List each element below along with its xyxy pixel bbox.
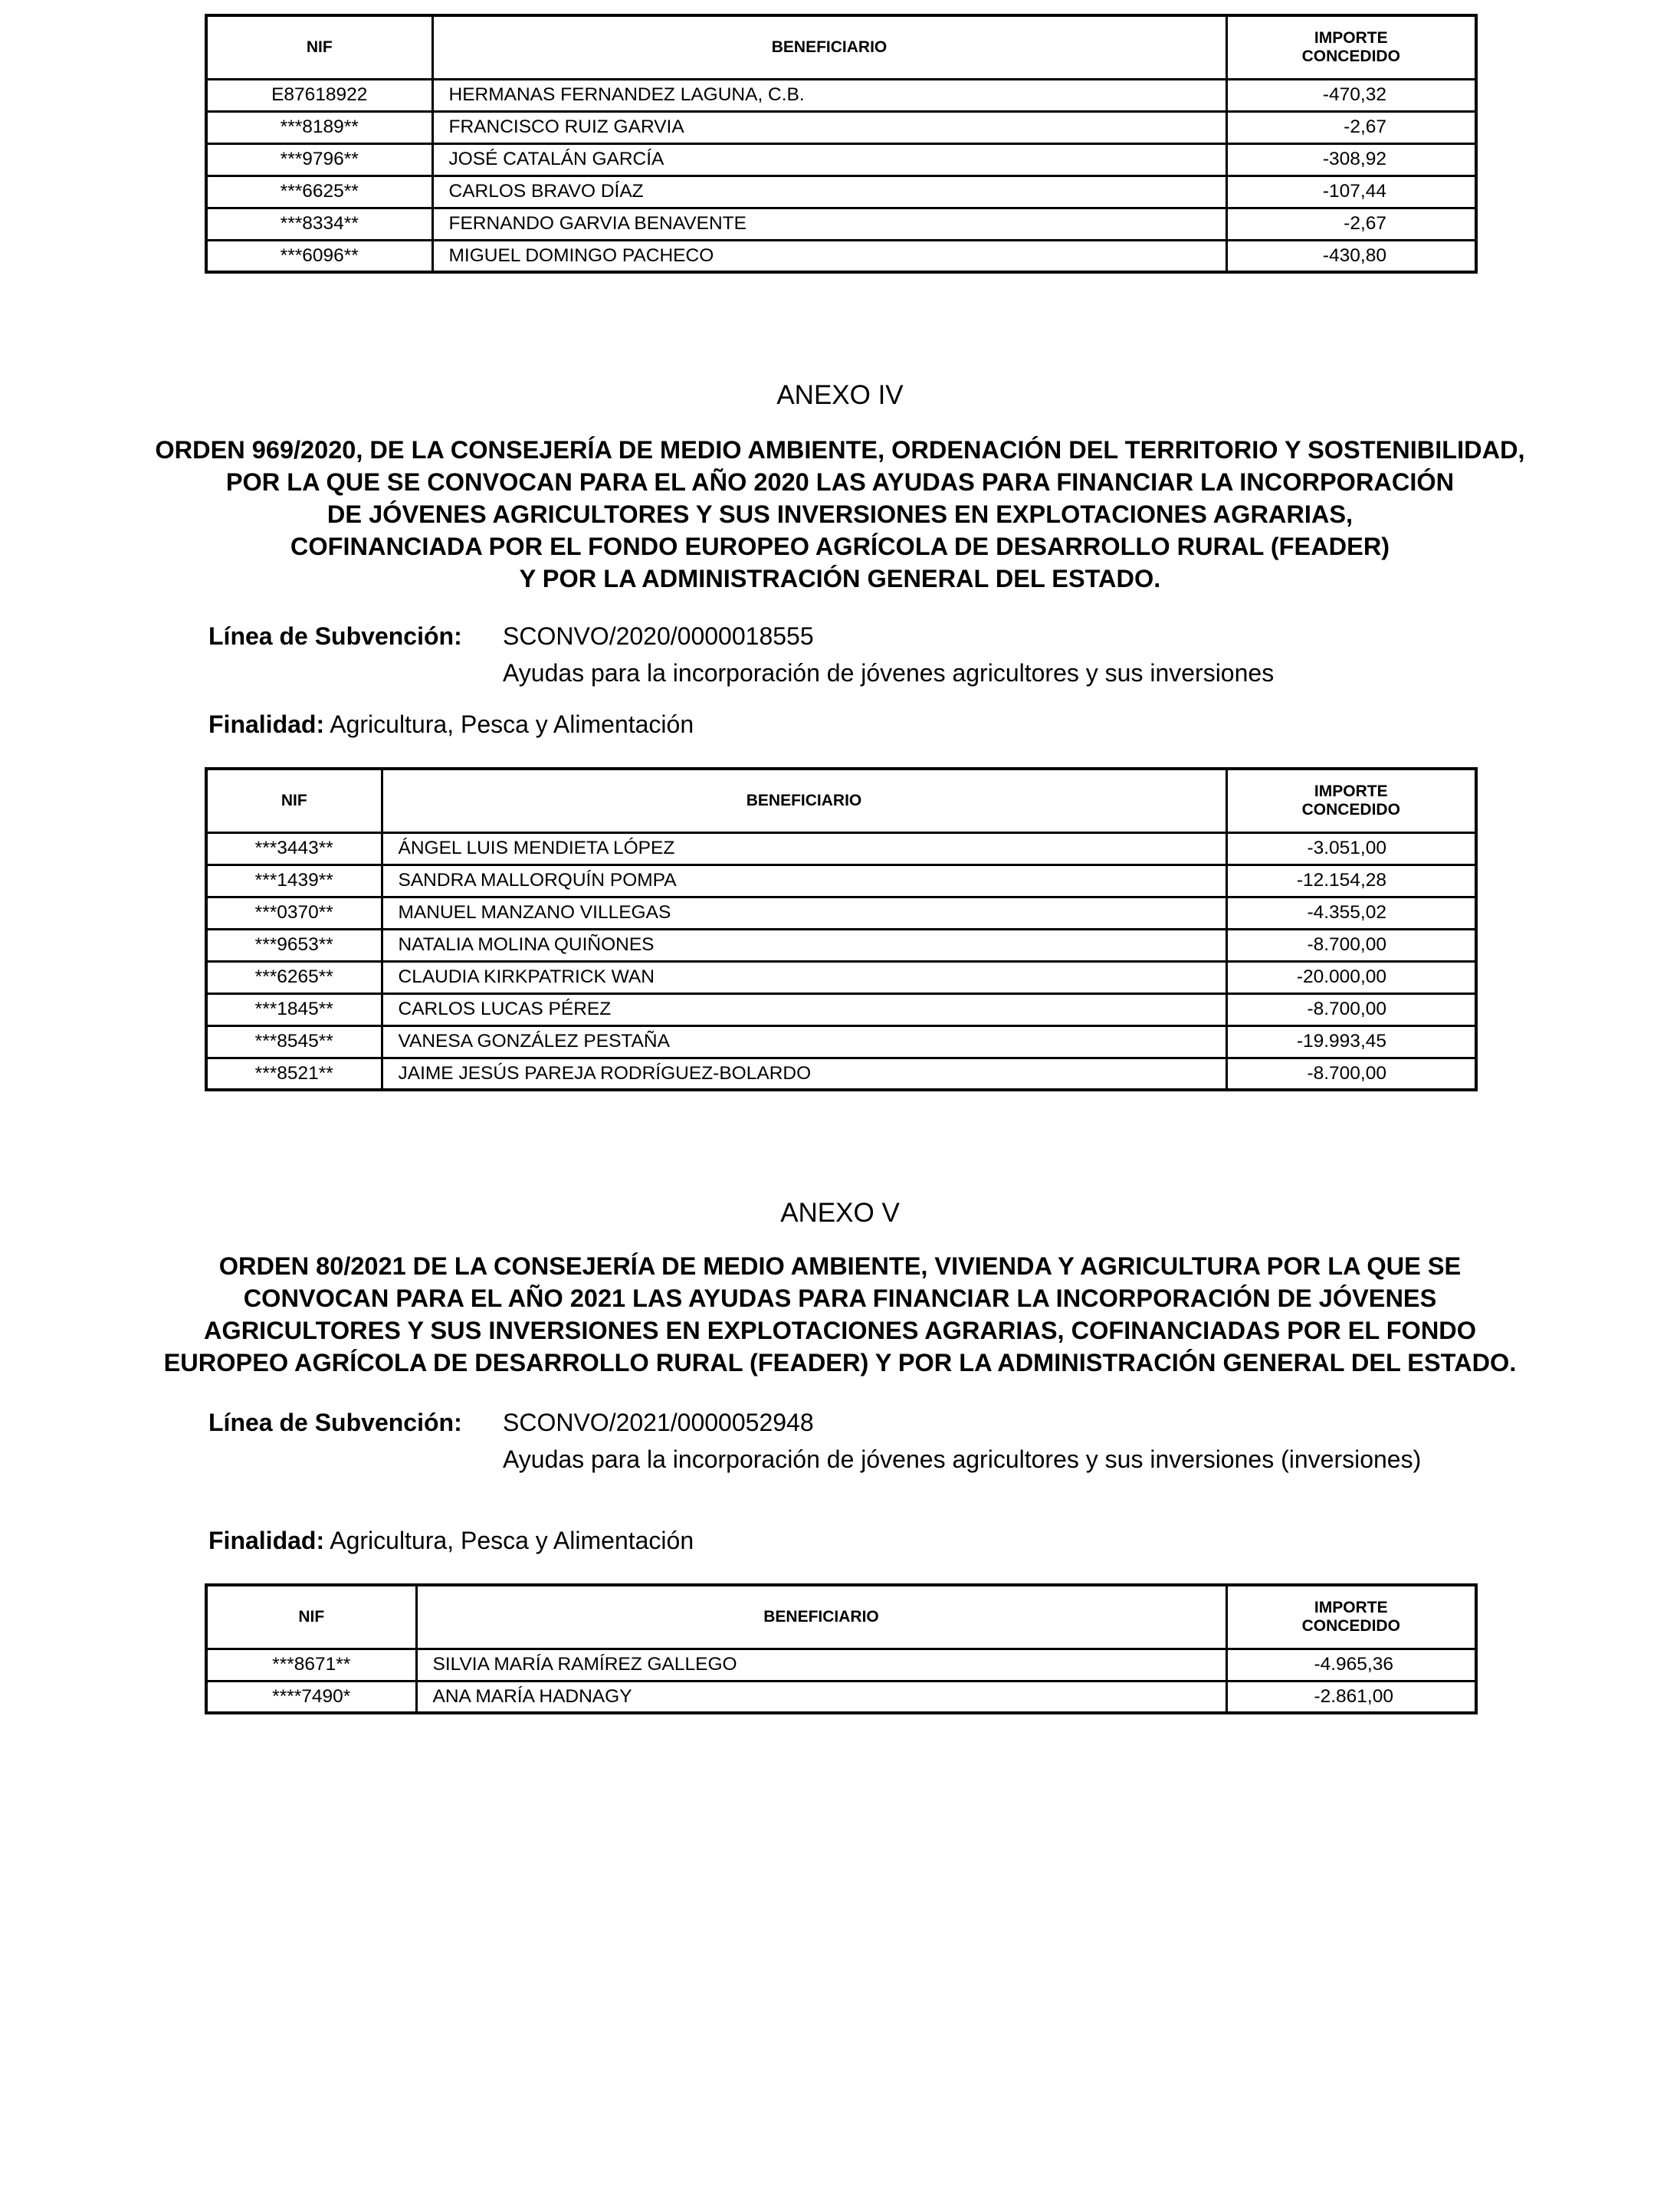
annex-iv-finalidad — [208, 709, 694, 740]
importe-cell: -8.700,00 — [1226, 993, 1476, 1025]
table-row — [206, 208, 1476, 240]
beneficiario-cell: FERNANDO GARVIA BENAVENTE — [432, 208, 1226, 240]
order-title-line: ORDEN 969/2020, DE LA CONSEJERÍA DE MEDIO AMBIENTE, ORDENACIÓN DEL TERRITORIO Y SOSTENIBILIDAD, — [155, 436, 1525, 464]
importe-header-line2: CONCEDIDO — [1301, 800, 1400, 819]
beneficiario-cell: ANA MARÍA HADNAGY — [416, 1681, 1226, 1713]
order-title-line: Y POR LA ADMINISTRACIÓN GENERAL DEL ESTADO. — [519, 565, 1161, 592]
annex-iv-heading: ANEXO IV — [776, 380, 904, 410]
column-header-importe — [1226, 769, 1476, 832]
importe-cell: -107,44 — [1226, 176, 1476, 208]
importe-cell: -20.000,00 — [1226, 961, 1476, 993]
column-header-importe — [1226, 1585, 1476, 1649]
table-header-row — [206, 15, 1476, 79]
table-row — [206, 1681, 1476, 1713]
importe-cell: -2.861,00 — [1226, 1681, 1476, 1713]
beneficiario-cell: HERMANAS FERNANDEZ LAGUNA, C.B. — [432, 79, 1226, 111]
column-header-nif: NIF — [206, 769, 382, 832]
annex-v-linea-label — [208, 1407, 462, 1438]
importe-cell: -8.700,00 — [1226, 929, 1476, 961]
table-row — [206, 79, 1476, 111]
column-header-beneficiario: BENEFICIARIO — [416, 1585, 1226, 1649]
nif-cell: ***1439** — [206, 865, 382, 897]
finalidad-label: Finalidad: — [208, 1527, 325, 1554]
beneficiaries-table-annex-v — [205, 1583, 1478, 1714]
order-title-line: COFINANCIADA POR EL FONDO EUROPEO AGRÍCOLA DE DESARROLLO RURAL (FEADER) — [290, 533, 1390, 560]
importe-cell: -2,67 — [1226, 208, 1476, 240]
finalidad-value: Agricultura, Pesca y Alimentación — [330, 710, 694, 738]
finalidad-value: Agricultura, Pesca y Alimentación — [330, 1527, 694, 1554]
annex-iv-linea-code: SCONVO/2020/0000018555 — [503, 622, 814, 650]
nif-cell: ***8521** — [206, 1058, 382, 1090]
nif-cell: ***6096** — [206, 240, 432, 272]
beneficiario-cell: FRANCISCO RUIZ GARVIA — [432, 111, 1226, 143]
importe-cell: -4.355,02 — [1226, 897, 1476, 929]
annex-v-order-title — [0, 1250, 1680, 1379]
beneficiario-cell: SANDRA MALLORQUÍN POMPA — [382, 865, 1226, 897]
table-row — [206, 832, 1476, 865]
table-row — [206, 897, 1476, 929]
nif-cell: ***3443** — [206, 832, 382, 865]
column-header-nif: NIF — [206, 1585, 416, 1649]
beneficiario-cell: JOSÉ CATALÁN GARCÍA — [432, 143, 1226, 176]
table-row — [206, 1058, 1476, 1090]
importe-header-line1: IMPORTE — [1314, 28, 1388, 47]
beneficiario-cell: MANUEL MANZANO VILLEGAS — [382, 897, 1226, 929]
beneficiario-cell: SILVIA MARÍA RAMÍREZ GALLEGO — [416, 1649, 1226, 1681]
table-row — [206, 961, 1476, 993]
importe-header-line1: IMPORTE — [1314, 782, 1388, 800]
nif-cell: ***9796** — [206, 143, 432, 176]
order-title-line: AGRICULTORES Y SUS INVERSIONES EN EXPLOTACIONES AGRARIAS, COFINANCIADAS POR EL FONDO — [203, 1317, 1477, 1344]
nif-cell: ***8671** — [206, 1649, 416, 1681]
table-header-row — [206, 1585, 1476, 1649]
table-row — [206, 929, 1476, 961]
importe-header-line1: IMPORTE — [1314, 1598, 1388, 1616]
table-row — [206, 111, 1476, 143]
annex-v-linea-code: SCONVO/2021/0000052948 — [503, 1409, 814, 1436]
table-row — [206, 240, 1476, 272]
nif-cell: ****7490* — [206, 1681, 416, 1713]
importe-header-line2: CONCEDIDO — [1301, 1616, 1400, 1635]
beneficiario-cell: VANESA GONZÁLEZ PESTAÑA — [382, 1025, 1226, 1058]
importe-header-line2: CONCEDIDO — [1301, 47, 1400, 65]
beneficiario-cell: NATALIA MOLINA QUIÑONES — [382, 929, 1226, 961]
beneficiario-cell: MIGUEL DOMINGO PACHECO — [432, 240, 1226, 272]
importe-cell: -430,80 — [1226, 240, 1476, 272]
annex-v-linea-description: Ayudas para la incorporación de jóvenes agricultores y sus inversiones (inversiones) — [503, 1445, 1422, 1473]
nif-cell: ***6625** — [206, 176, 432, 208]
beneficiario-cell: CLAUDIA KIRKPATRICK WAN — [382, 961, 1226, 993]
importe-cell: -12.154,28 — [1226, 865, 1476, 897]
beneficiario-cell: ÁNGEL LUIS MENDIETA LÓPEZ — [382, 832, 1226, 865]
order-title-line: DE JÓVENES AGRICULTORES Y SUS INVERSIONES EN EXPLOTACIONES AGRARIAS, — [326, 500, 1354, 528]
table-row — [206, 143, 1476, 176]
nif-cell: ***0370** — [206, 897, 382, 929]
table-row — [206, 176, 1476, 208]
column-header-nif: NIF — [206, 15, 432, 79]
beneficiario-cell: CARLOS BRAVO DÍAZ — [432, 176, 1226, 208]
beneficiaries-table-annex-iv — [205, 767, 1478, 1091]
linea-label: Línea de Subvención: — [208, 1409, 462, 1436]
importe-cell: -3.051,00 — [1226, 832, 1476, 865]
beneficiaries-table-annex-iii-continuation — [205, 14, 1478, 274]
nif-cell: ***1845** — [206, 993, 382, 1025]
annex-iv-linea-label — [208, 621, 462, 651]
nif-cell: ***8545** — [206, 1025, 382, 1058]
importe-cell: -19.993,45 — [1226, 1025, 1476, 1058]
nif-cell: ***6265** — [206, 961, 382, 993]
table-row — [206, 865, 1476, 897]
order-title-line: EUROPEO AGRÍCOLA DE DESARROLLO RURAL (FEADER) Y POR LA ADMINISTRACIÓN GENERAL DEL ESTADO. — [163, 1349, 1517, 1376]
column-header-importe — [1226, 15, 1476, 79]
annex-v-finalidad — [208, 1525, 694, 1556]
table-row — [206, 1649, 1476, 1681]
column-header-beneficiario: BENEFICIARIO — [382, 769, 1226, 832]
table-row — [206, 1025, 1476, 1058]
beneficiario-cell: CARLOS LUCAS PÉREZ — [382, 993, 1226, 1025]
annex-iv-order-title — [0, 434, 1680, 595]
annex-iv-linea-description: Ayudas para la incorporación de jóvenes agricultores y sus inversiones — [503, 659, 1275, 687]
order-title-line: ORDEN 80/2021 DE LA CONSEJERÍA DE MEDIO AMBIENTE, VIVIENDA Y AGRICULTURA POR LA QUE SE — [218, 1252, 1462, 1280]
nif-cell: E87618922 — [206, 79, 432, 111]
importe-cell: -8.700,00 — [1226, 1058, 1476, 1090]
importe-cell: -470,32 — [1226, 79, 1476, 111]
linea-label: Línea de Subvención: — [208, 622, 462, 650]
column-header-beneficiario: BENEFICIARIO — [432, 15, 1226, 79]
order-title-line: POR LA QUE SE CONVOCAN PARA EL AÑO 2020 LAS AYUDAS PARA FINANCIAR LA INCORPORACIÓN — [225, 468, 1455, 496]
table-header-row — [206, 769, 1476, 832]
table-row — [206, 993, 1476, 1025]
nif-cell: ***8334** — [206, 208, 432, 240]
annex-v-heading: ANEXO V — [780, 1198, 900, 1228]
importe-cell: -308,92 — [1226, 143, 1476, 176]
beneficiario-cell: JAIME JESÚS PAREJA RODRÍGUEZ-BOLARDO — [382, 1058, 1226, 1090]
nif-cell: ***9653** — [206, 929, 382, 961]
order-title-line: CONVOCAN PARA EL AÑO 2021 LAS AYUDAS PARA FINANCIAR LA INCORPORACIÓN DE JÓVENES — [243, 1285, 1437, 1312]
importe-cell: -2,67 — [1226, 111, 1476, 143]
importe-cell: -4.965,36 — [1226, 1649, 1476, 1681]
finalidad-label: Finalidad: — [208, 710, 325, 738]
nif-cell: ***8189** — [206, 111, 432, 143]
